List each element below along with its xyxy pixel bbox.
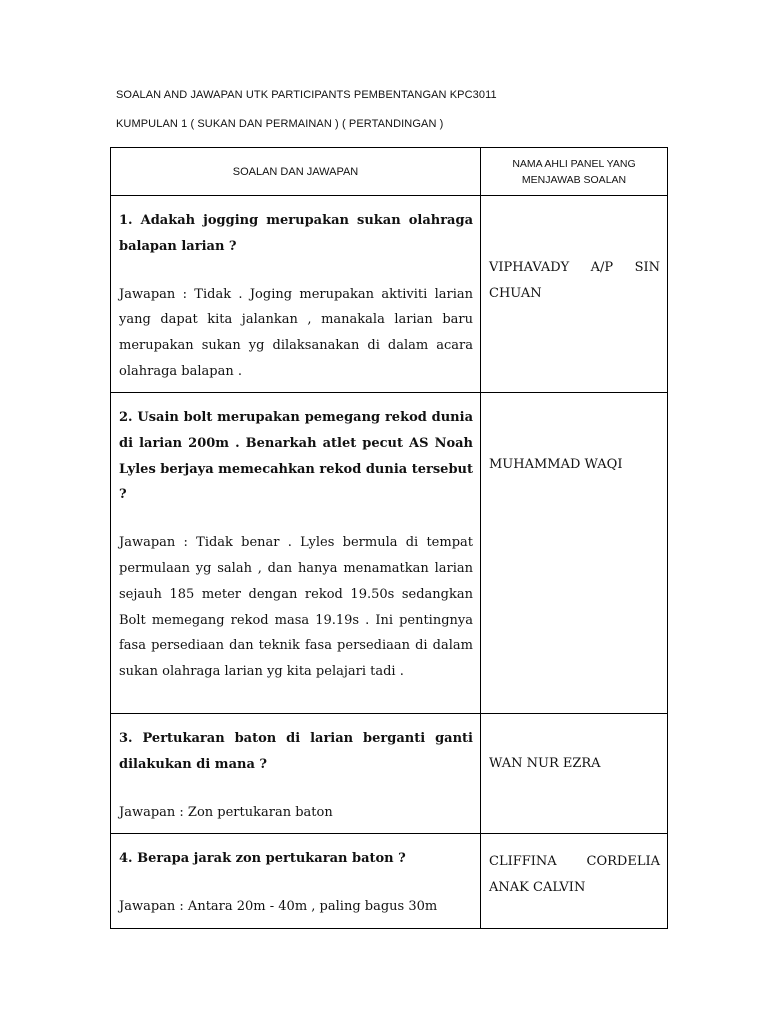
answer-text: Jawapan : Tidak . Joging merupakan aktiviti larian yang dapat kita jalankan , manakala larian baru merupakan sukan yg dilaksanakan di dalam acara olahraga balapan . bbox=[119, 286, 473, 379]
qa-cell bbox=[111, 196, 481, 393]
group-subtitle: KUMPULAN 1 ( SUKAN DAN PERMAINAN ) ( PERTANDINGAN ) bbox=[116, 118, 444, 130]
table-row bbox=[111, 196, 668, 393]
qa-cell bbox=[111, 834, 481, 929]
column-header-panel-name-line2: MENJAWAB SOALAN bbox=[521, 173, 627, 186]
panel-name-cell bbox=[481, 714, 668, 834]
question-text: 2. Usain bolt merupakan pemegang rekod dunia di larian 200m . Benarkah atlet pecut AS Noah Lyles berjaya memecahkan rekod dunia tersebut ? bbox=[119, 410, 473, 503]
column-header-panel-name-line1: NAMA AHLI PANEL YANG bbox=[512, 157, 636, 170]
qa-cell bbox=[111, 393, 481, 714]
panel-name-line1: MUHAMMAD WAQI bbox=[489, 457, 623, 472]
panel-name-line1: WAN NUR EZRA bbox=[489, 756, 601, 771]
answer-text: Jawapan : Tidak benar . Lyles bermula di tempat permulaan yg salah , dan hanya menamatkan larian sejauh 185 meter dengan rekod 19.50s sedangkan Bolt memegang rekod masa 19.19s . Ini pentingnya fasa persediaan dan teknik fasa persediaan di dalam sukan olahraga larian yg kita pelajari tadi . bbox=[119, 535, 473, 680]
panel-name-cell bbox=[481, 393, 668, 714]
panel-name-line2: CHUAN bbox=[489, 286, 542, 301]
column-header-panel-name bbox=[481, 148, 668, 196]
table-row bbox=[111, 834, 668, 929]
panel-name-line1: VIPHAVADY A/P SIN bbox=[489, 260, 660, 275]
panel-name-cell bbox=[481, 196, 668, 393]
table-header-row bbox=[111, 148, 668, 196]
panel-name-line1: CLIFFINA CORDELIA bbox=[489, 854, 660, 869]
table-row bbox=[111, 393, 668, 714]
answer-text: Jawapan : Zon pertukaran baton bbox=[119, 804, 333, 820]
document-title: SOALAN AND JAWAPAN UTK PARTICIPANTS PEMBENTANGAN KPC3011 bbox=[116, 89, 497, 101]
answer-text: Jawapan : Antara 20m - 40m , paling bagus 30m bbox=[119, 898, 438, 914]
panel-name-cell bbox=[481, 834, 668, 929]
panel-name-line2: ANAK CALVIN bbox=[489, 880, 586, 895]
question-text: 1. Adakah jogging merupakan sukan olahraga balapan larian ? bbox=[119, 213, 473, 254]
qa-cell bbox=[111, 714, 481, 834]
qa-table bbox=[110, 147, 668, 929]
question-text: 3. Pertukaran baton di larian berganti ganti dilakukan di mana ? bbox=[119, 731, 473, 772]
table-row bbox=[111, 714, 668, 834]
question-text: 4. Berapa jarak zon pertukaran baton ? bbox=[119, 851, 406, 866]
column-header-questions: SOALAN DAN JAWAPAN bbox=[111, 148, 481, 196]
